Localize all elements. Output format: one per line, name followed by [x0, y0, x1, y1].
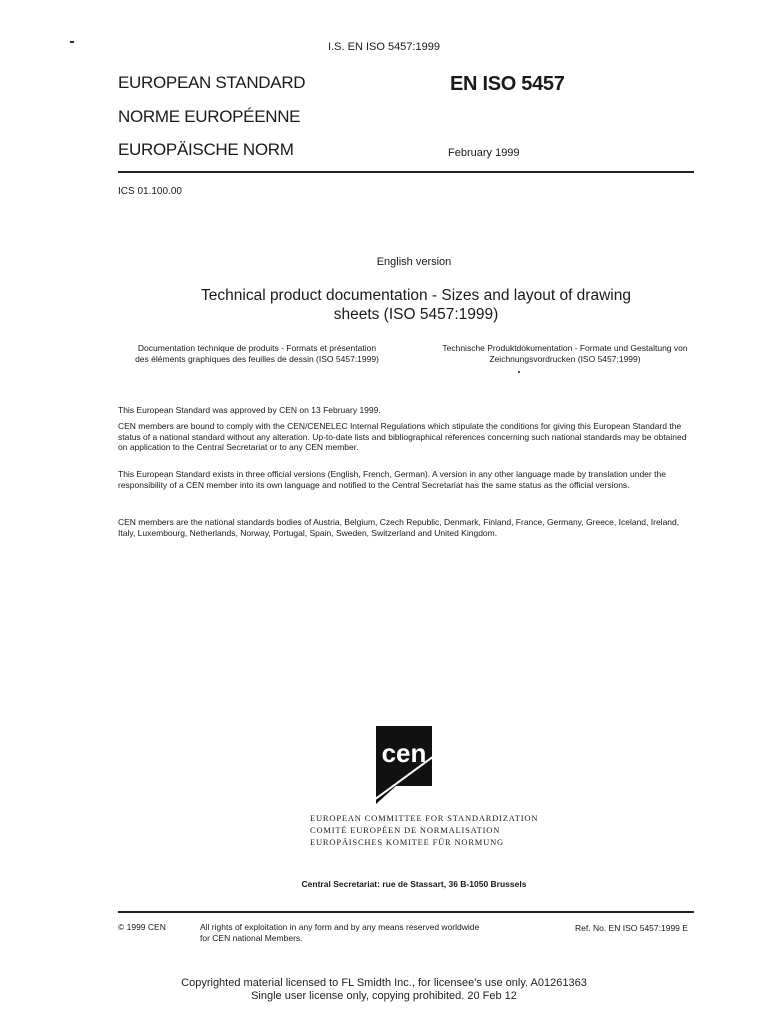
footer-divider	[118, 911, 694, 913]
scan-speck	[518, 371, 520, 373]
reference-number: Ref. No. EN ISO 5457:1999 E	[575, 923, 688, 933]
document-reference: I.S. EN ISO 5457:1999	[328, 41, 440, 53]
document-title	[180, 286, 652, 324]
compliance-paragraph: CEN members are bound to comply with the CEN/CENELEC Internal Regulations which stipulate the conditions for giving this European Standard the status of a national standard without any alteration. Up-to-date lists and bibliographical references concerning such national standards may be obtained on application to the Central Secretariat or to any CEN member.	[118, 421, 687, 452]
language-version: English version	[376, 256, 452, 268]
standard-name-french: NORME EUROPÉENNE	[118, 107, 301, 126]
committee-names	[310, 812, 538, 848]
committee-name-english: EUROPEAN COMMITTEE FOR STANDARDIZATION	[310, 813, 539, 823]
approval-paragraph: This European Standard was approved by CEN on 13 February 1999.	[118, 405, 381, 415]
committee-name-french: COMITÉ EUROPÉEN DE NORMALISATION	[310, 825, 501, 835]
publication-date: February 1999	[448, 147, 520, 159]
standard-name-german: EUROPÄISCHE NORM	[118, 140, 294, 159]
cen-logo-text: cen	[381, 738, 427, 768]
central-secretariat-address: Central Secretariat: rue de Stassart, 36 B-1050 Brussels	[301, 879, 527, 889]
members-paragraph: CEN members are the national standards bodies of Austria, Belgium, Czech Republic, Denmark, Finland, France, Germany, Greece, Iceland, Ireland, Italy, Luxembourg, Netherlands, Norway, Portugal, Spain, Sweden, Switzerland and United Kingdom.	[118, 517, 680, 538]
header-divider	[118, 171, 694, 173]
official-versions-paragraph: This European Standard exists in three official versions (English, French, German). A version in any other language made by translation under the responsibility of a CEN member into its own language and notified to the Central Secretariat has the same status as the official versions.	[118, 469, 666, 490]
standard-number: EN ISO 5457	[450, 73, 565, 95]
rights-notice: All rights of exploitation in any form and by any means reserved worldwide for CEN national Members.	[200, 922, 480, 943]
french-title: Documentation technique de produits - Formats et présentation des éléments graphiques des feuilles de dessin (ISO 5457:1999)	[135, 343, 379, 364]
license-notice	[0, 977, 768, 1003]
cen-logo	[376, 726, 432, 804]
committee-name-german: EUROPÄISCHES KOMITEE FÜR NORMUNG	[310, 837, 504, 847]
document-title-line-1: Technical product documentation - Sizes and layout of drawing	[201, 287, 631, 304]
document-title-line-2: sheets (ISO 5457:1999)	[333, 306, 499, 323]
license-line-2: Single user license only, copying prohibited. 20 Feb 12	[251, 990, 517, 1002]
license-line-1: Copyrighted material licensed to FL Smidth Inc., for licensee's use only. A01261363	[181, 977, 587, 989]
german-title: Technische Produktdokumentation - Formate und Gestaltung von Zeichnungsvordrucken (ISO 5457:1999)	[442, 343, 688, 364]
standard-name-english: EUROPEAN STANDARD	[118, 73, 306, 92]
copyright-notice: © 1999 CEN	[118, 922, 166, 932]
ics-code: ICS 01.100.00	[118, 186, 182, 197]
